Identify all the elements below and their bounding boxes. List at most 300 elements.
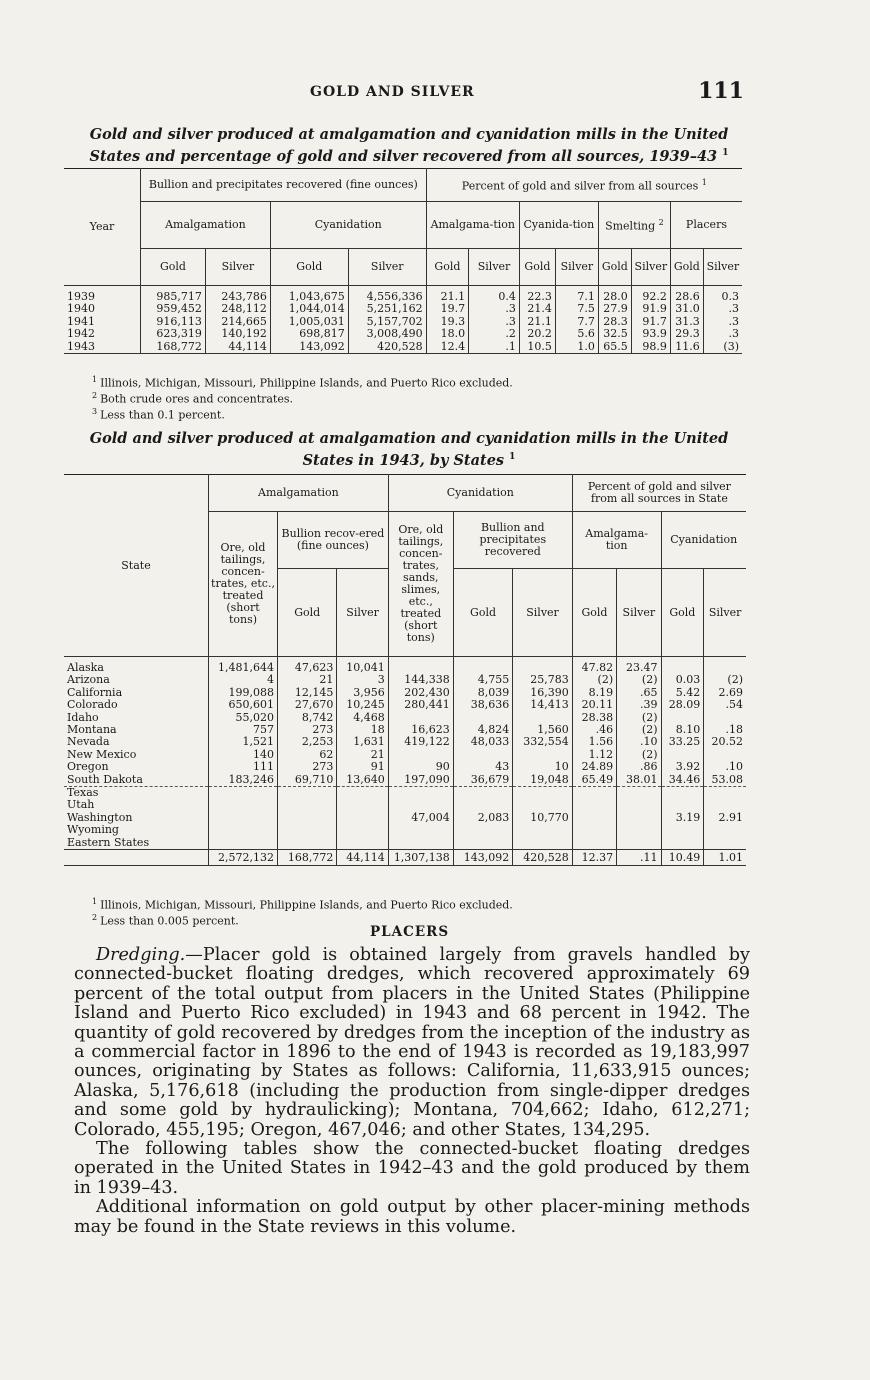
t2-cell: 28.38	[572, 712, 616, 724]
footnote-text: Illinois, Michigan, Missouri, Philippine Islands, and Puerto Rico excluded.	[100, 898, 513, 912]
t1-cell: 31.3	[670, 316, 703, 328]
t2-cell	[453, 799, 512, 811]
t2-cell: 48,033	[453, 736, 512, 748]
t2-cell	[572, 799, 616, 811]
t2-cell: 4,824	[453, 724, 512, 736]
t2-cell: 23.47	[617, 657, 661, 675]
t1-cell: 143,092	[270, 341, 348, 354]
t2-cell: 757	[209, 724, 278, 736]
t1-cell: 32.5	[598, 328, 631, 340]
footnote-text: Both crude ores and concentrates.	[100, 392, 293, 406]
table2-footnotes	[92, 896, 513, 928]
t2-cell	[572, 824, 616, 836]
t2-cell-state: New Mexico	[64, 749, 209, 761]
table2	[64, 474, 746, 866]
t2-cell: .39	[617, 699, 661, 711]
t2-cell	[209, 837, 278, 850]
t2-cell-state: Colorado	[64, 699, 209, 711]
t1-cell: 31.0	[670, 303, 703, 315]
footnote-text: Illinois, Michigan, Missouri, Philippine Islands, and Puerto Rico excluded.	[100, 376, 513, 390]
table1-footnotes	[92, 374, 513, 422]
t1-row	[64, 341, 742, 354]
t2-cell: 3,956	[337, 687, 388, 699]
t2-cell: .10	[704, 761, 746, 773]
t2-cell: 1.12	[572, 749, 616, 761]
t2-cell: 1,521	[209, 736, 278, 748]
table1	[64, 168, 742, 354]
t2-cell: 2.91	[704, 812, 746, 824]
t2-cell	[388, 837, 453, 850]
t1-cell: 12.4	[426, 341, 469, 354]
table1-caption	[64, 126, 754, 166]
t2-cell: 47,623	[278, 657, 337, 675]
t2-cell: 62	[278, 749, 337, 761]
t1-col-pct-smelting-text: Smelting	[605, 219, 656, 233]
t2-cell	[617, 837, 661, 850]
t2-cell: 38.01	[617, 774, 661, 787]
t1-cell: 1,005,031	[270, 316, 348, 328]
t1-row	[64, 286, 742, 304]
t2-cell: 34.46	[661, 774, 704, 787]
t2-total-cell: 2,572,132	[209, 850, 278, 865]
t2-cell-state: Nevada	[64, 736, 209, 748]
t2-cell	[617, 787, 661, 800]
t2-cell: 65.49	[572, 774, 616, 787]
t2-cell: 4,468	[337, 712, 388, 724]
t1-cell: 623,319	[141, 328, 206, 340]
t2-subcol-gold: Gold	[661, 569, 704, 657]
t2-total-cell: 143,092	[453, 850, 512, 865]
t1-cell: 0.3	[703, 286, 742, 304]
t2-cell: 273	[278, 761, 337, 773]
t2-col-bullion-amal: Bullion recov-ered (fine ounces)	[278, 512, 389, 569]
t1-cell: 27.9	[598, 303, 631, 315]
table2-caption-text: Gold and silver produced at amalgamation and cyanidation mills in the United States in 1943, by States	[89, 430, 729, 469]
table1-caption-text: Gold and silver produced at amalgamation and cyanidation mills in the United States and percentage of gold and silver recovered from all sources, 1939–43	[89, 126, 729, 165]
t2-cell	[388, 799, 453, 811]
t2-cell: 3	[337, 674, 388, 686]
t1-cell: 22.3	[519, 286, 555, 304]
t2-cell: 1,560	[513, 724, 573, 736]
t2-subcol-silver: Silver	[337, 569, 388, 657]
footnote	[92, 912, 513, 928]
t2-cell: 21	[337, 749, 388, 761]
t2-cell: 4	[209, 674, 278, 686]
t1-cell: .1	[469, 341, 520, 354]
t1-cell: 28.0	[598, 286, 631, 304]
t2-row	[64, 774, 746, 787]
t2-cell: 8,039	[453, 687, 512, 699]
footnote-mark: 3	[92, 407, 98, 417]
t2-row	[64, 674, 746, 686]
t2-cell: (2)	[572, 674, 616, 686]
t1-col-amalgamation: Amalgamation	[141, 202, 271, 249]
t2-row	[64, 657, 746, 675]
t2-cell: 2,253	[278, 736, 337, 748]
t2-cell: 12,145	[278, 687, 337, 699]
t2-cell: .18	[704, 724, 746, 736]
t2-cell	[661, 799, 704, 811]
t2-cell-state: Arizona	[64, 674, 209, 686]
t2-cell: 16,390	[513, 687, 573, 699]
t2-subcol-gold: Gold	[278, 569, 337, 657]
t2-cell	[337, 799, 388, 811]
t2-cell	[704, 799, 746, 811]
t1-cell-year: 1942	[64, 328, 141, 340]
t2-cell	[617, 812, 661, 824]
t1-cell: 4,556,336	[348, 286, 426, 304]
t2-cell	[661, 824, 704, 836]
t2-cell: 10	[513, 761, 573, 773]
t2-total-cell: 44,114	[337, 850, 388, 865]
t2-cell	[453, 824, 512, 836]
t2-cell	[337, 837, 388, 850]
t2-subcol-gold: Gold	[453, 569, 512, 657]
t2-cell	[209, 799, 278, 811]
t2-col-bullion-cyan: Bullion and precipitates recovered	[453, 512, 572, 569]
t2-subcol-silver: Silver	[617, 569, 661, 657]
t1-cell: 19.7	[426, 303, 469, 315]
t2-cell	[661, 787, 704, 800]
paragraph-3: Additional information on gold output by other placer-mining methods may be found in the State reviews in this volume.	[74, 1197, 750, 1237]
t1-col-bullion: Bullion and precipitates recovered (fine ounces)	[141, 169, 427, 202]
t1-cell: 7.5	[555, 303, 598, 315]
t2-cell: 4,755	[453, 674, 512, 686]
t2-cell	[278, 824, 337, 836]
t2-cell: 10,770	[513, 812, 573, 824]
t1-col-year: Year	[64, 169, 141, 286]
t1-cell: 21.4	[519, 303, 555, 315]
paragraph-dredging	[74, 946, 750, 1140]
t1-col-pct-placers: Placers	[670, 202, 742, 249]
t2-cell: 650,601	[209, 699, 278, 711]
t2-cell	[388, 824, 453, 836]
t2-cell: .10	[617, 736, 661, 748]
footnote-mark: 2	[92, 913, 98, 923]
t2-cell: .65	[617, 687, 661, 699]
t2-cell: 1,631	[337, 736, 388, 748]
t1-cell: 28.3	[598, 316, 631, 328]
t2-cell	[209, 824, 278, 836]
t1-cell: 44,114	[205, 341, 270, 354]
t1-col-pct-smelting	[598, 202, 670, 249]
t1-cell-year: 1941	[64, 316, 141, 328]
t2-cell: .46	[572, 724, 616, 736]
t1-cell: 1.0	[555, 341, 598, 354]
t2-total-cell: .11	[617, 850, 661, 865]
t2-cell: 25,783	[513, 674, 573, 686]
t2-cell: 332,554	[513, 736, 573, 748]
t2-cell: 2.69	[704, 687, 746, 699]
t2-total-cell: 10.49	[661, 850, 704, 865]
t2-cell: 273	[278, 724, 337, 736]
table2-caption	[64, 430, 754, 470]
page-number: 111	[698, 78, 744, 104]
t1-cell: 65.5	[598, 341, 631, 354]
t1-subcol-gold: Gold	[141, 249, 206, 286]
t1-cell: 5,157,702	[348, 316, 426, 328]
t1-subcol-silver: Silver	[205, 249, 270, 286]
t1-col-pct-cyanidation: Cyanida-tion	[519, 202, 598, 249]
t2-row	[64, 824, 746, 836]
t1-cell: .3	[469, 316, 520, 328]
t1-cell: 3,008,490	[348, 328, 426, 340]
t2-subcol-silver: Silver	[704, 569, 746, 657]
t1-cell: 93.9	[631, 328, 670, 340]
t1-cell-year: 1940	[64, 303, 141, 315]
t1-cell-year: 1943	[64, 341, 141, 354]
t1-cell: 985,717	[141, 286, 206, 304]
t2-cell	[337, 787, 388, 800]
t2-cell: 8.19	[572, 687, 616, 699]
t2-cell: 90	[388, 761, 453, 773]
t2-cell	[388, 657, 453, 675]
t2-cell: (2)	[617, 712, 661, 724]
t2-cell: 69,710	[278, 774, 337, 787]
t2-row	[64, 761, 746, 773]
t2-cell: 13,640	[337, 774, 388, 787]
t1-cell: 28.6	[670, 286, 703, 304]
t2-cell: 55,020	[209, 712, 278, 724]
t1-cell: 10.5	[519, 341, 555, 354]
t2-cell: 3.19	[661, 812, 704, 824]
t2-row	[64, 787, 746, 800]
section-body	[74, 946, 750, 1237]
footnote	[92, 896, 513, 912]
t2-cell	[209, 787, 278, 800]
t1-cell: 0.4	[469, 286, 520, 304]
t2-cell: 21	[278, 674, 337, 686]
t2-cell: 10,041	[337, 657, 388, 675]
t1-cell: 1,043,675	[270, 286, 348, 304]
t1-row	[64, 303, 742, 315]
t2-cell	[704, 787, 746, 800]
t1-col-percent-mark: 1	[701, 178, 707, 188]
t2-cell	[704, 837, 746, 850]
t1-col-cyanidation: Cyanidation	[270, 202, 426, 249]
t2-cell	[704, 824, 746, 836]
t2-cell	[513, 837, 573, 850]
t2-cell: 1.56	[572, 736, 616, 748]
t1-cell: 98.9	[631, 341, 670, 354]
t2-cell: 280,441	[388, 699, 453, 711]
t2-cell: 38,636	[453, 699, 512, 711]
t2-cell: 199,088	[209, 687, 278, 699]
t2-cell: .86	[617, 761, 661, 773]
running-head	[60, 80, 750, 104]
t2-cell	[209, 812, 278, 824]
t2-cell: 19,048	[513, 774, 573, 787]
t2-col-ore-amal: Ore, old tailings, concen-trates, etc., treated (short tons)	[209, 512, 278, 657]
t2-body	[64, 657, 746, 866]
t2-cell: 28.09	[661, 699, 704, 711]
paragraph-1-text: —Placer gold is obtained largely from gravels handled by connected-bucket floating dredges, which recovered approximately 69 percent of the total output from placers in the United States (Philippine Island and Puerto Rico excluded) in 1943 and 68 percent in 1942. The quantity of gold recovered by dredges from the inception of the industry as a commercial factor in 1896 to the end of 1943 is recorded as 19,183,997 ounces, originating by States as follows: California, 11,633,915 ounces; Alaska, 5,176,618 (including the production from single-dipper dredges and some gold by hydraulicking); Montana, 704,662; Idaho, 612,271; Colorado, 455,195; Oregon, 467,046; and other States, 134,295.	[74, 945, 750, 1140]
t1-cell: 92.2	[631, 286, 670, 304]
t2-cell	[617, 824, 661, 836]
t2-row	[64, 837, 746, 850]
t2-cell-state: Eastern States	[64, 837, 209, 850]
t1-subcol-gold: Gold	[670, 249, 703, 286]
footnote-mark: 1	[92, 897, 98, 906]
t2-cell: 16,623	[388, 724, 453, 736]
t2-cell	[661, 837, 704, 850]
t2-cell	[513, 824, 573, 836]
t2-cell: 14,413	[513, 699, 573, 711]
t2-row	[64, 699, 746, 711]
t2-cell-state: Washington	[64, 812, 209, 824]
t2-cell	[337, 812, 388, 824]
t1-row	[64, 328, 742, 340]
t2-cell-state: California	[64, 687, 209, 699]
t1-subheader-row	[64, 249, 742, 286]
t1-cell: .3	[703, 316, 742, 328]
t2-cell	[337, 824, 388, 836]
t1-cell: 91.7	[631, 316, 670, 328]
t1-cell: .3	[469, 303, 520, 315]
t1-col-percent-text: Percent of gold and silver from all sources	[461, 179, 699, 193]
t2-cell: 24.89	[572, 761, 616, 773]
t2-cell: 1,481,644	[209, 657, 278, 675]
t2-row	[64, 799, 746, 811]
t2-cell: (2)	[617, 724, 661, 736]
footnote	[92, 390, 513, 406]
t2-col-ore-cyan: Ore, old tailings, concen-trates, sands, slimes, etc., treated (short tons)	[388, 512, 453, 657]
t2-cell: 53.08	[704, 774, 746, 787]
t2-cell: 91	[337, 761, 388, 773]
t2-total-cell: 1.01	[704, 850, 746, 865]
t1-cell: 5.6	[555, 328, 598, 340]
t1-cell: .2	[469, 328, 520, 340]
t2-cell: 144,338	[388, 674, 453, 686]
t2-cell: 47,004	[388, 812, 453, 824]
t1-cell: 248,112	[205, 303, 270, 315]
t2-col-amalgamation: Amalgamation	[209, 475, 389, 512]
t2-cell-state: Wyoming	[64, 824, 209, 836]
t2-cell: 197,090	[388, 774, 453, 787]
t2-cell: 20.52	[704, 736, 746, 748]
t2-total-row	[64, 850, 746, 865]
t2-cell	[513, 787, 573, 800]
t2-total-cell: 420,528	[513, 850, 573, 865]
t2-cell	[704, 657, 746, 675]
t1-subcol-gold: Gold	[426, 249, 469, 286]
t2-cell: 2,083	[453, 812, 512, 824]
t1-col-pct-smelting-mark: 2	[658, 218, 664, 228]
t2-cell	[661, 657, 704, 675]
t1-body	[64, 286, 742, 354]
t1-subcol-silver: Silver	[555, 249, 598, 286]
t2-cell: 33.25	[661, 736, 704, 748]
t2-cell-state: Idaho	[64, 712, 209, 724]
t2-cell: 20.11	[572, 699, 616, 711]
t2-cell: .54	[704, 699, 746, 711]
t2-cell	[572, 837, 616, 850]
t2-total-cell: 1,307,138	[388, 850, 453, 865]
t2-total-label	[64, 850, 209, 865]
t2-subcol-gold: Gold	[572, 569, 616, 657]
t1-cell: 21.1	[519, 316, 555, 328]
t1-subcol-silver: Silver	[631, 249, 670, 286]
t1-cell: 19.3	[426, 316, 469, 328]
t1-cell: 140,192	[205, 328, 270, 340]
t2-cell-state: Texas	[64, 787, 209, 800]
t2-cell	[453, 657, 512, 675]
section-heading-placers: PLACERS	[370, 924, 450, 940]
t2-cell: 10,245	[337, 699, 388, 711]
t1-cell: 916,113	[141, 316, 206, 328]
t2-col-percent: Percent of gold and silver from all sources in State	[572, 475, 746, 512]
footnote	[92, 374, 513, 390]
t2-col-state: State	[64, 475, 209, 657]
paragraph-2: The following tables show the connected-bucket floating dredges operated in the United States in 1942–43 and the gold produced by them in 1939–43.	[74, 1139, 750, 1198]
t2-cell: 18	[337, 724, 388, 736]
t2-cell: 111	[209, 761, 278, 773]
t2-cell-state: Oregon	[64, 761, 209, 773]
t1-cell: 1,044,014	[270, 303, 348, 315]
t1-cell: 18.0	[426, 328, 469, 340]
t2-cell: (2)	[617, 674, 661, 686]
t2-cell	[513, 799, 573, 811]
t1-cell: 21.1	[426, 286, 469, 304]
t2-col-pct-cyanidation: Cyanidation	[661, 512, 746, 569]
table1-caption-footnote-mark: 1	[722, 148, 729, 158]
t2-row	[64, 812, 746, 824]
t2-col-cyanidation: Cyanidation	[388, 475, 572, 512]
t2-row	[64, 736, 746, 748]
t1-subcol-silver: Silver	[469, 249, 520, 286]
run-in-heading: Dredging.	[96, 945, 186, 965]
t2-cell: 27,670	[278, 699, 337, 711]
t1-cell-year: 1939	[64, 286, 141, 304]
t2-cell	[572, 787, 616, 800]
t2-cell: 3.92	[661, 761, 704, 773]
t2-cell	[513, 657, 573, 675]
t2-cell: 419,122	[388, 736, 453, 748]
t1-col-percent	[426, 169, 742, 202]
t1-cell: .3	[703, 328, 742, 340]
t2-cell: 0.03	[661, 674, 704, 686]
t1-cell: 243,786	[205, 286, 270, 304]
footnote	[92, 406, 513, 422]
t2-cell: 183,246	[209, 774, 278, 787]
table2-caption-footnote-mark: 1	[509, 452, 516, 462]
t2-cell	[388, 787, 453, 800]
t2-cell: (2)	[704, 674, 746, 686]
t2-cell: 8,742	[278, 712, 337, 724]
t2-cell	[278, 812, 337, 824]
t2-cell	[617, 799, 661, 811]
t1-cell: (3)	[703, 341, 742, 354]
t2-cell: (2)	[617, 749, 661, 761]
t1-subcol-silver: Silver	[703, 249, 742, 286]
t2-cell	[453, 837, 512, 850]
t2-cell	[278, 799, 337, 811]
t2-cell-state: Utah	[64, 799, 209, 811]
t1-cell: 214,665	[205, 316, 270, 328]
t1-subcol-gold: Gold	[598, 249, 631, 286]
t2-total-cell: 12.37	[572, 850, 616, 865]
t2-cell-state: South Dakota	[64, 774, 209, 787]
footnote-mark: 2	[92, 391, 98, 401]
t2-cell-state: Alaska	[64, 657, 209, 675]
footnote-text: Less than 0.005 percent.	[100, 914, 239, 928]
t1-cell: 11.6	[670, 341, 703, 354]
t2-cell	[278, 837, 337, 850]
t1-cell: 91.9	[631, 303, 670, 315]
t1-subcol-silver: Silver	[348, 249, 426, 286]
t2-col-pct-amalgamation: Amalgama-tion	[572, 512, 661, 569]
t2-subcol-silver: Silver	[513, 569, 573, 657]
